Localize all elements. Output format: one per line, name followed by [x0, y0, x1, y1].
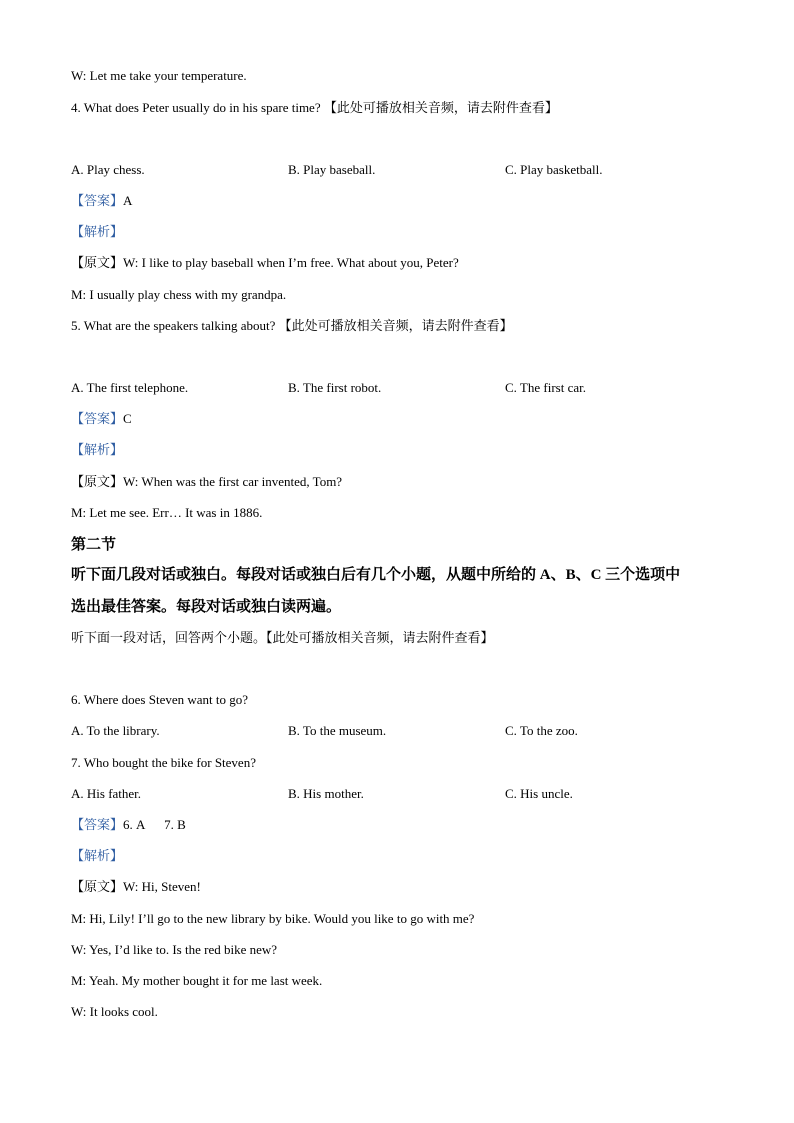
dialogue-line: W: Yes, I’d like to. Is the red bike new?: [71, 942, 278, 957]
question-4: 4. What does Peter usually do in his spare time? 【此处可播放相关音频，请去附件查看】: [71, 100, 558, 115]
original-line: W: Hi, Steven!: [123, 879, 201, 894]
q4-option-a: A. Play chess.: [71, 162, 145, 177]
q6-option-b: B. To the museum.: [288, 723, 387, 738]
question-7: 7. Who bought the bike for Steven?: [71, 755, 256, 770]
original-line: W: I like to play baseball when I’m free. What about you, Peter?: [123, 255, 459, 270]
q67-original: [71, 878, 201, 896]
dialogue-line: M: I usually play chess with my grandpa.: [71, 287, 287, 302]
q4-analysis-tag: 【解析】: [71, 224, 124, 239]
q5-analysis-tag: 【解析】: [71, 442, 124, 457]
original-tag: 【原文】: [71, 255, 124, 270]
q5-option-c: C. The first car.: [505, 380, 586, 395]
q7-option-a: A. His father.: [71, 786, 142, 801]
q6-option-c: C. To the zoo.: [505, 723, 578, 738]
q5-option-b: B. The first robot.: [288, 380, 382, 395]
answer-value: C: [123, 411, 132, 426]
dialogue-line: M: Hi, Lily! I’ll go to the new library by bike. Would you like to go with me?: [71, 911, 475, 926]
dialogue-intro: 听下面一段对话，回答两个小题。【此处可播放相关音频，请去附件查看】: [71, 630, 494, 645]
dialogue-line: W: Let me take your temperature.: [71, 68, 247, 83]
dialogue-line: M: Yeah. My mother bought it for me last week.: [71, 973, 323, 988]
answer-value: A: [123, 193, 133, 208]
q4-option-b: B. Play baseball.: [288, 162, 376, 177]
section-instruction-line-2: 选出最佳答案。每段对话或独白读两遍。: [71, 599, 342, 615]
q7-option-c: C. His uncle.: [505, 786, 573, 801]
q67-analysis-tag: 【解析】: [71, 848, 124, 863]
q4-answer: [71, 192, 132, 210]
q5-answer: [71, 410, 132, 428]
q6-option-a: A. To the library.: [71, 723, 160, 738]
dialogue-line: W: It looks cool.: [71, 1004, 158, 1019]
section-title: 第二节: [71, 537, 117, 553]
question-6: 6. Where does Steven want to go?: [71, 692, 249, 707]
answer-tag: 【答案】: [71, 817, 124, 832]
answer-tag: 【答案】: [71, 193, 124, 208]
q4-option-c: C. Play basketball.: [505, 162, 603, 177]
q5-original: [71, 473, 342, 491]
answer-tag: 【答案】: [71, 411, 124, 426]
dialogue-line: M: Let me see. Err… It was in 1886.: [71, 505, 263, 520]
original-tag: 【原文】: [71, 879, 124, 894]
answer-value: 6. A 7. B: [123, 817, 186, 832]
q4-original: [71, 254, 459, 272]
question-5: 5. What are the speakers talking about? 【此处可播放相关音频，请去附件查看】: [71, 318, 513, 333]
original-line: W: When was the first car invented, Tom?: [123, 474, 343, 489]
q67-answer: [71, 816, 186, 834]
q5-option-a: A. The first telephone.: [71, 380, 189, 395]
q7-option-b: B. His mother.: [288, 786, 364, 801]
original-tag: 【原文】: [71, 474, 124, 489]
section-instruction-line-1: 听下面几段对话或独白。每段对话或独白后有几个小题，从题中所给的 A、B、C 三个选项中: [71, 567, 681, 583]
